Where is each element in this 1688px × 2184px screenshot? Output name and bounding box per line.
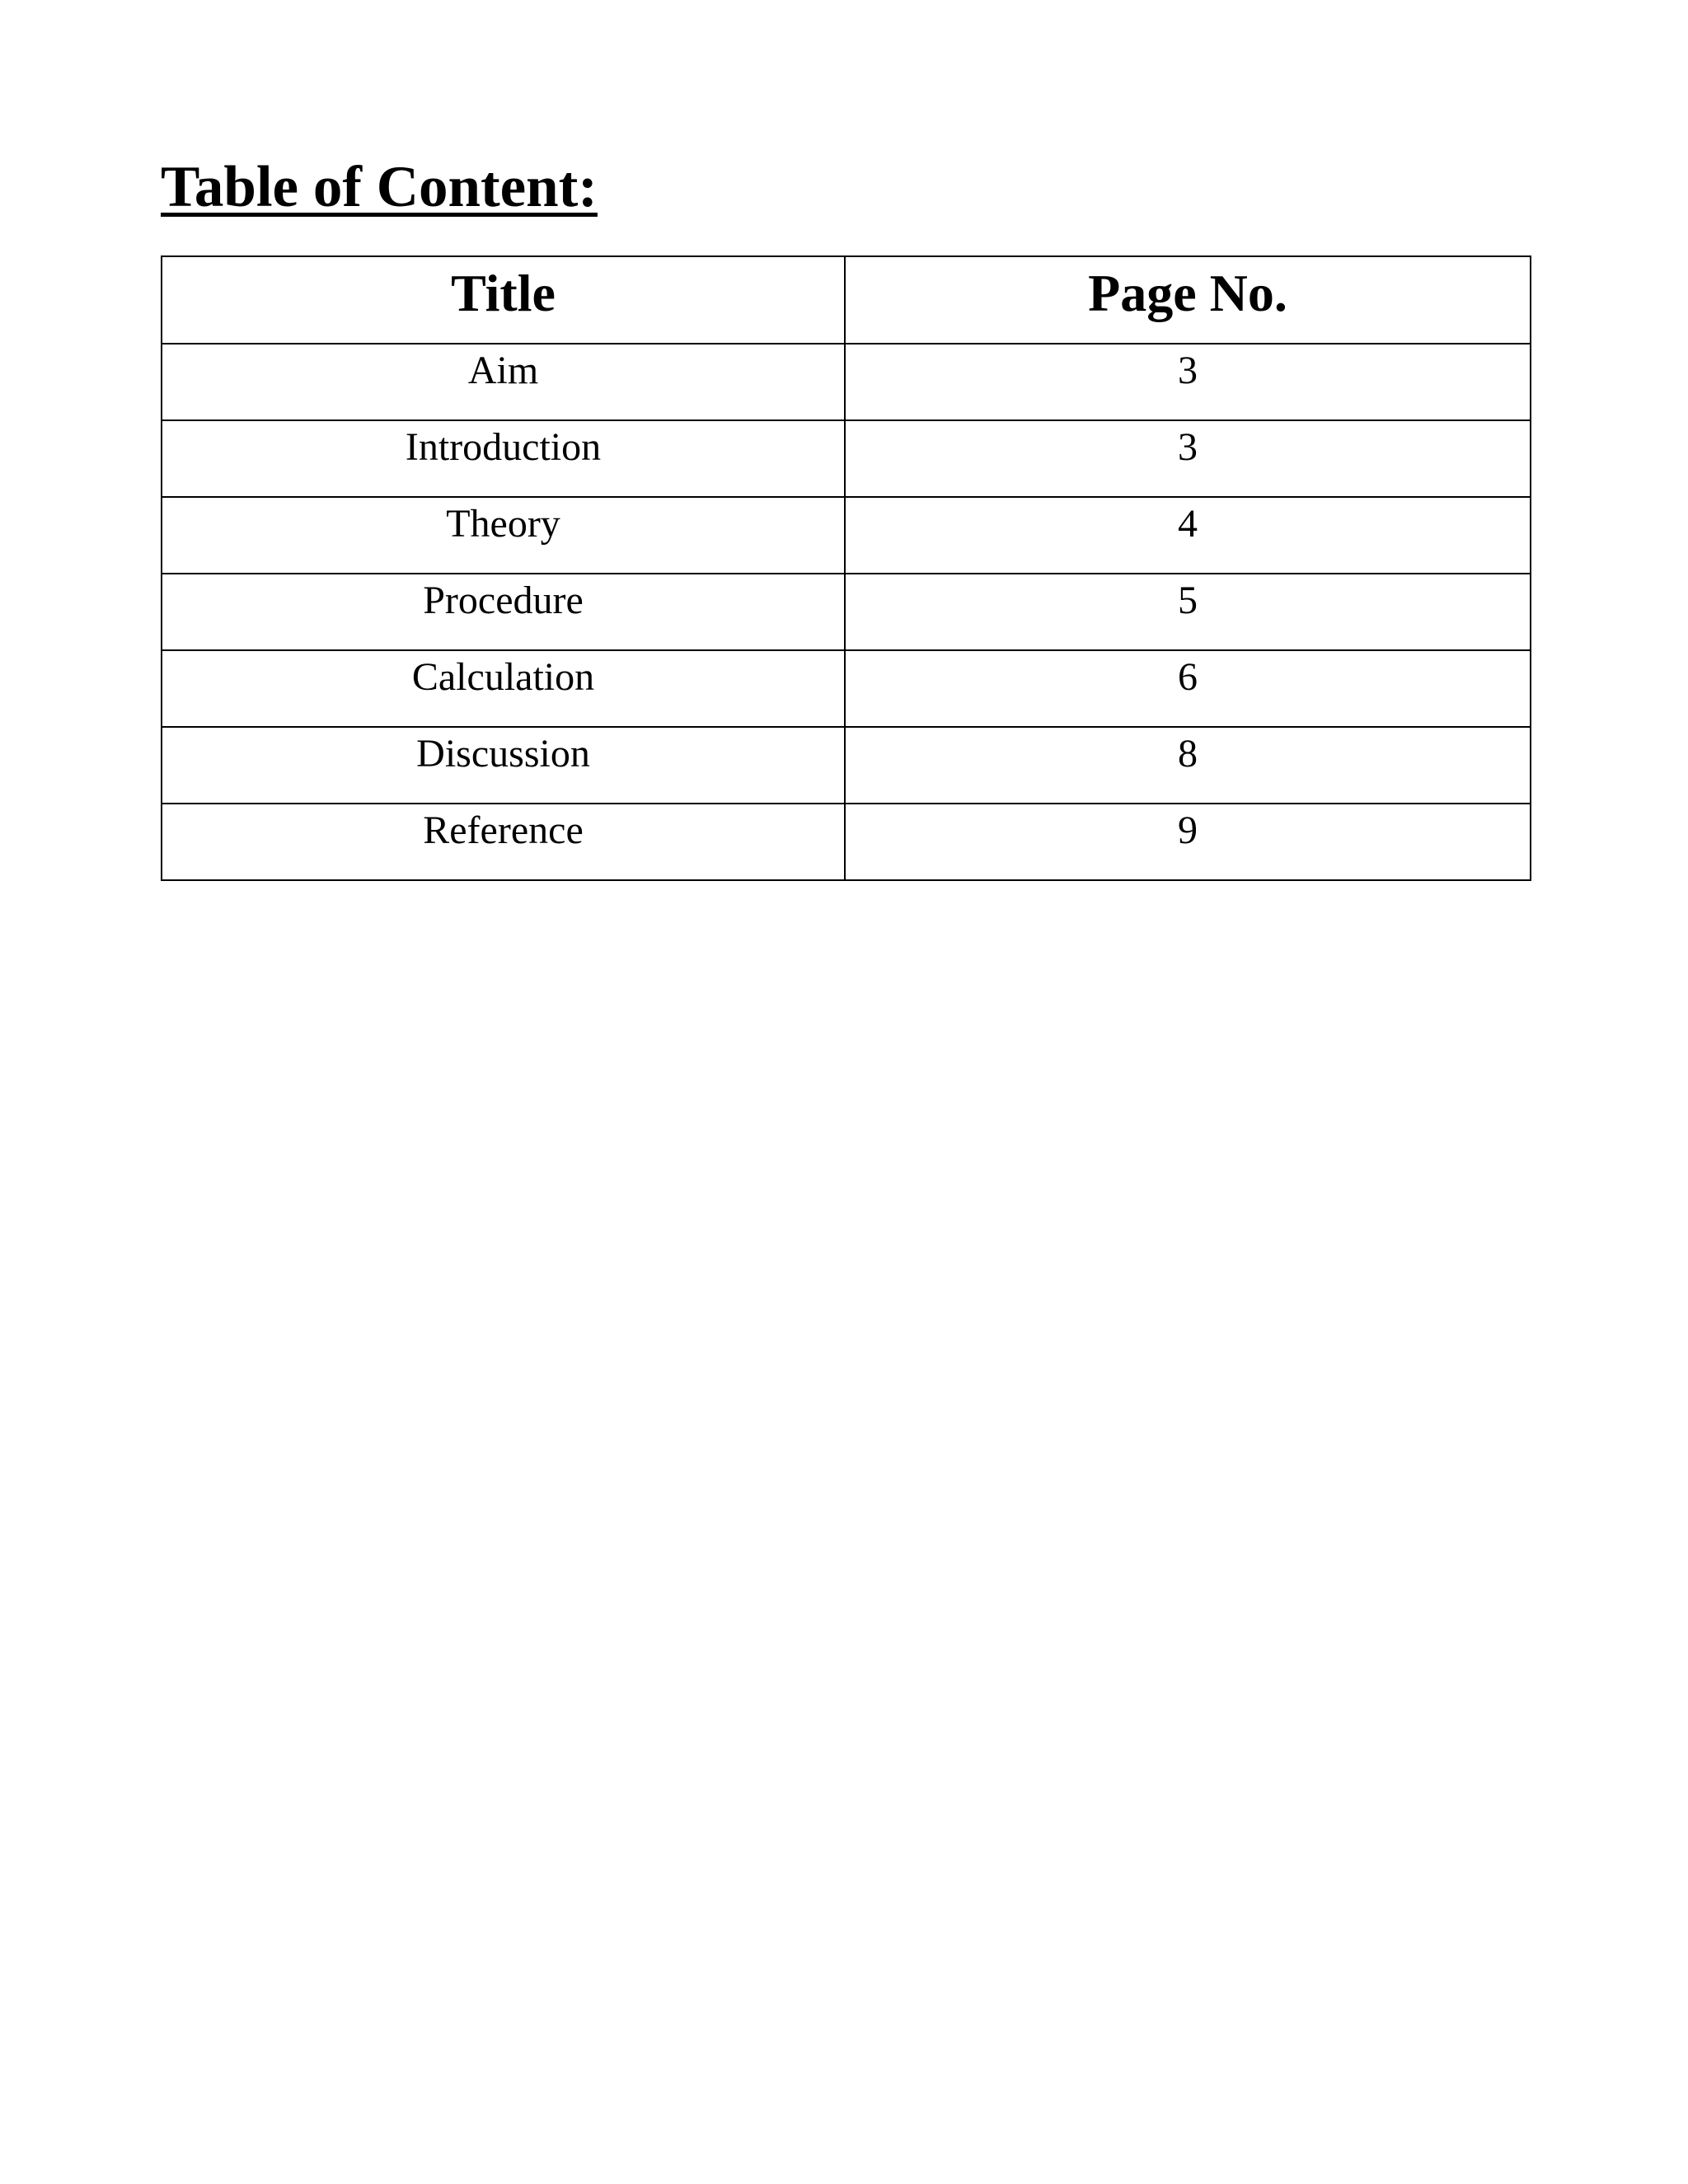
column-header-title: Title <box>162 256 845 344</box>
toc-entry-page: 4 <box>845 497 1531 574</box>
page-title: Table of Content: <box>161 155 598 219</box>
table-header-row <box>162 256 1531 344</box>
toc-entry-page: 5 <box>845 574 1531 650</box>
column-header-page-no: Page No. <box>845 256 1531 344</box>
toc-entry-page: 9 <box>845 804 1531 880</box>
toc-entry-title: Discussion <box>162 727 845 804</box>
table-row <box>162 650 1531 727</box>
toc-entry-title: Calculation <box>162 650 845 727</box>
table-row <box>162 574 1531 650</box>
toc-entry-title: Introduction <box>162 420 845 497</box>
toc-entry-page: 8 <box>845 727 1531 804</box>
toc-table <box>161 255 1531 881</box>
toc-entry-title: Reference <box>162 804 845 880</box>
toc-entry-title: Aim <box>162 344 845 420</box>
table-row <box>162 804 1531 880</box>
toc-entry-page: 3 <box>845 420 1531 497</box>
table-row <box>162 344 1531 420</box>
table-row <box>162 727 1531 804</box>
toc-entry-page: 6 <box>845 650 1531 727</box>
toc-entry-title: Procedure <box>162 574 845 650</box>
toc-entry-title: Theory <box>162 497 845 574</box>
toc-entry-page: 3 <box>845 344 1531 420</box>
table-row <box>162 420 1531 497</box>
table-row <box>162 497 1531 574</box>
